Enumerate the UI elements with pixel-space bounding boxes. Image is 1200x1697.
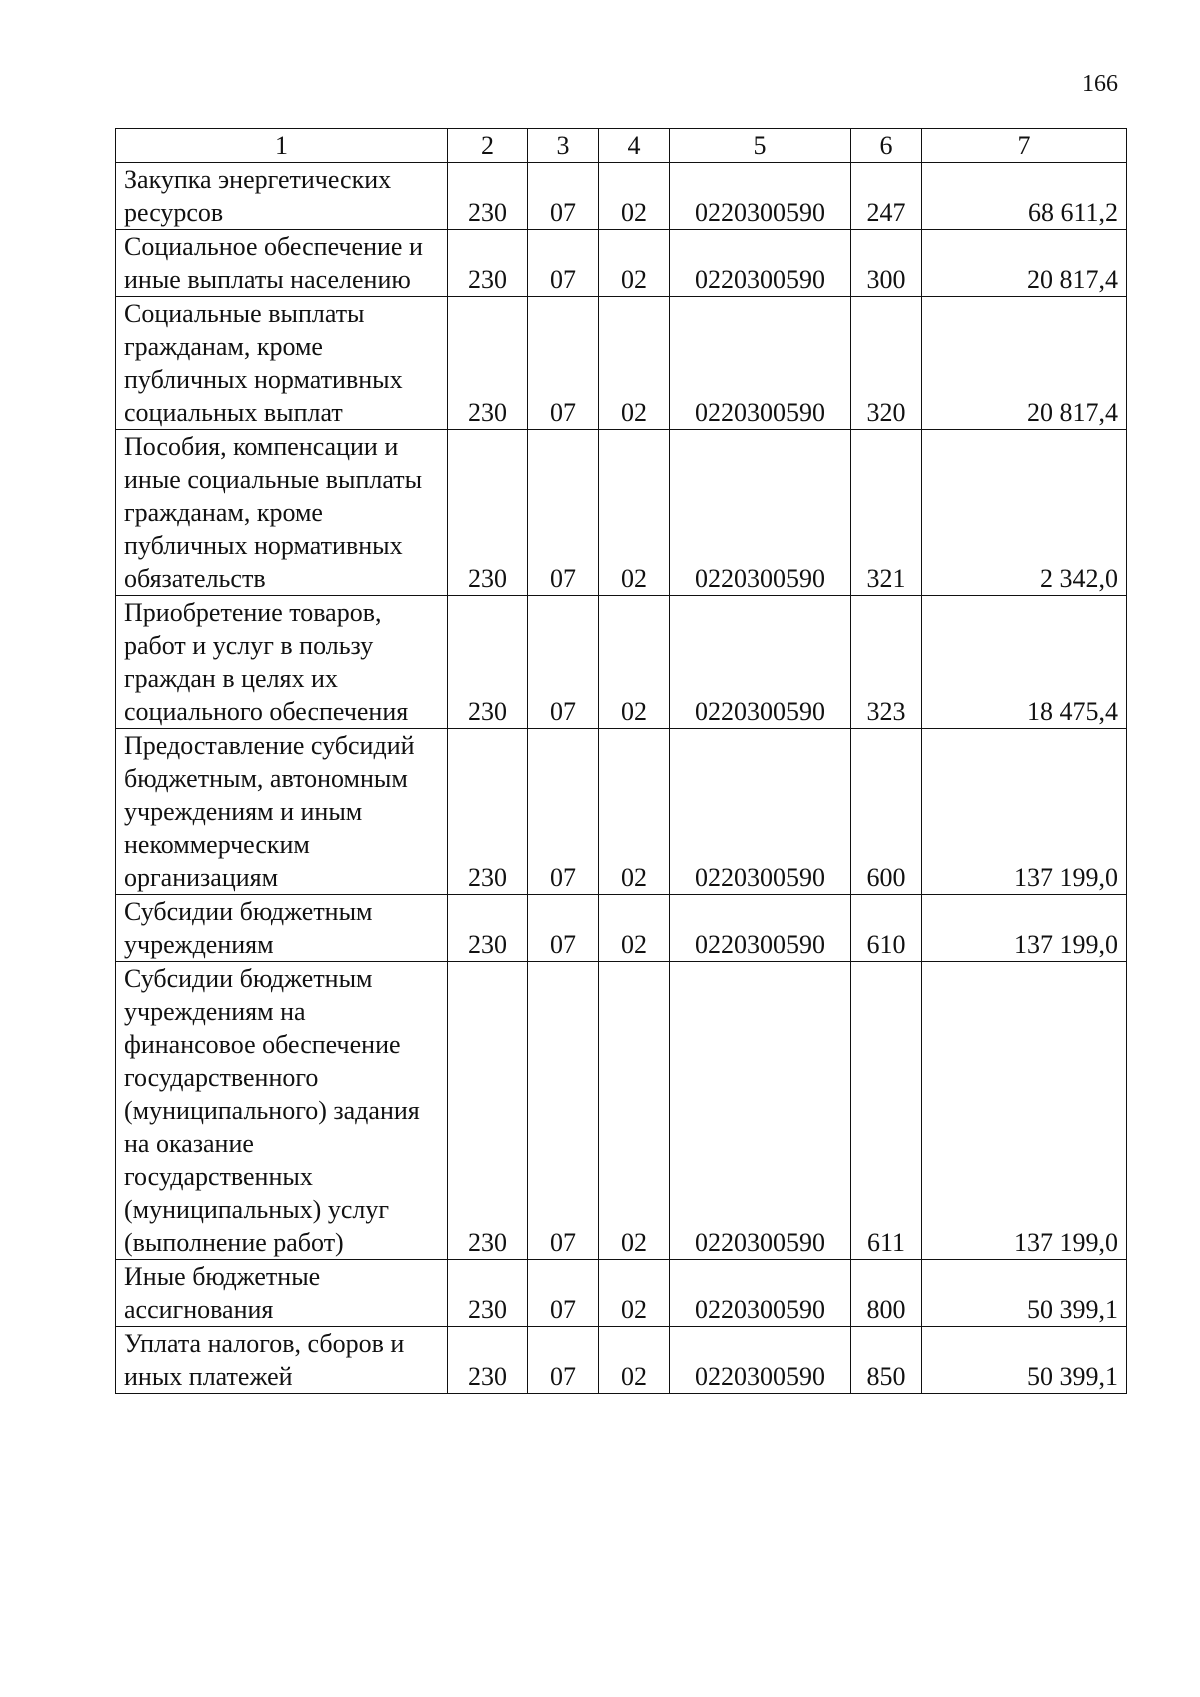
- cell-amount: 137 199,0: [922, 962, 1127, 1260]
- table-row: [116, 297, 1127, 430]
- column-header: 7: [922, 129, 1127, 163]
- table-row: [116, 895, 1127, 962]
- row-name: Приобретение товаров, работ и услуг в пользу граждан в целях их социального обеспечения: [116, 596, 448, 729]
- page-number: 166: [1082, 71, 1118, 97]
- cell-section: 07: [528, 430, 599, 596]
- cell-subsection: 02: [599, 962, 670, 1260]
- cell-code: 230: [448, 1327, 528, 1394]
- cell-subsection: 02: [599, 729, 670, 895]
- cell-target-article: 0220300590: [670, 962, 851, 1260]
- column-header: 3: [528, 129, 599, 163]
- cell-expense-type: 611: [851, 962, 922, 1260]
- table-header-row: [116, 129, 1127, 163]
- cell-expense-type: 247: [851, 163, 922, 230]
- cell-code: 230: [448, 895, 528, 962]
- cell-section: 07: [528, 895, 599, 962]
- cell-code: 230: [448, 729, 528, 895]
- row-name: Иные бюджетные ассигнования: [116, 1260, 448, 1327]
- cell-expense-type: 800: [851, 1260, 922, 1327]
- cell-target-article: 0220300590: [670, 895, 851, 962]
- cell-code: 230: [448, 163, 528, 230]
- row-name: Уплата налогов, сборов и иных платежей: [116, 1327, 448, 1394]
- cell-expense-type: 323: [851, 596, 922, 729]
- cell-code: 230: [448, 297, 528, 430]
- cell-amount: 20 817,4: [922, 230, 1127, 297]
- table-row: [116, 1327, 1127, 1394]
- cell-target-article: 0220300590: [670, 1327, 851, 1394]
- cell-code: 230: [448, 596, 528, 729]
- cell-expense-type: 850: [851, 1327, 922, 1394]
- cell-code: 230: [448, 230, 528, 297]
- cell-amount: 2 342,0: [922, 430, 1127, 596]
- cell-amount: 18 475,4: [922, 596, 1127, 729]
- table-row: [116, 596, 1127, 729]
- cell-subsection: 02: [599, 596, 670, 729]
- cell-target-article: 0220300590: [670, 596, 851, 729]
- table-row: [116, 1260, 1127, 1327]
- cell-section: 07: [528, 1327, 599, 1394]
- column-header: 2: [448, 129, 528, 163]
- row-name: Пособия, компенсации и иные социальные выплаты гражданам, кроме публичных нормативных обязательств: [116, 430, 448, 596]
- cell-amount: 50 399,1: [922, 1260, 1127, 1327]
- cell-subsection: 02: [599, 230, 670, 297]
- cell-subsection: 02: [599, 1327, 670, 1394]
- cell-target-article: 0220300590: [670, 1260, 851, 1327]
- cell-section: 07: [528, 163, 599, 230]
- cell-section: 07: [528, 729, 599, 895]
- cell-section: 07: [528, 596, 599, 729]
- row-name: Субсидии бюджетным учреждениям на финансовое обеспечение государственного (муниципального) задания на оказание государственных (муниципальных) услуг (выполнение работ): [116, 962, 448, 1260]
- cell-code: 230: [448, 1260, 528, 1327]
- cell-amount: 137 199,0: [922, 729, 1127, 895]
- cell-section: 07: [528, 297, 599, 430]
- cell-subsection: 02: [599, 297, 670, 430]
- row-name: Предоставление субсидий бюджетным, автономным учреждениям и иным некоммерческим организациям: [116, 729, 448, 895]
- cell-expense-type: 610: [851, 895, 922, 962]
- cell-expense-type: 321: [851, 430, 922, 596]
- cell-expense-type: 320: [851, 297, 922, 430]
- column-header: 5: [670, 129, 851, 163]
- column-header: 4: [599, 129, 670, 163]
- cell-target-article: 0220300590: [670, 729, 851, 895]
- row-name: Субсидии бюджетным учреждениям: [116, 895, 448, 962]
- cell-subsection: 02: [599, 430, 670, 596]
- cell-subsection: 02: [599, 895, 670, 962]
- cell-expense-type: 300: [851, 230, 922, 297]
- cell-amount: 50 399,1: [922, 1327, 1127, 1394]
- row-name: Закупка энергетических ресурсов: [116, 163, 448, 230]
- table-row: [116, 430, 1127, 596]
- cell-subsection: 02: [599, 163, 670, 230]
- cell-section: 07: [528, 230, 599, 297]
- cell-target-article: 0220300590: [670, 230, 851, 297]
- cell-target-article: 0220300590: [670, 297, 851, 430]
- cell-amount: 20 817,4: [922, 297, 1127, 430]
- row-name: Социальное обеспечение и иные выплаты населению: [116, 230, 448, 297]
- cell-amount: 137 199,0: [922, 895, 1127, 962]
- budget-table: [115, 128, 1127, 1394]
- table-row: [116, 230, 1127, 297]
- cell-target-article: 0220300590: [670, 430, 851, 596]
- cell-code: 230: [448, 962, 528, 1260]
- cell-code: 230: [448, 430, 528, 596]
- cell-section: 07: [528, 1260, 599, 1327]
- cell-target-article: 0220300590: [670, 163, 851, 230]
- column-header: 1: [116, 129, 448, 163]
- table-row: [116, 163, 1127, 230]
- cell-subsection: 02: [599, 1260, 670, 1327]
- cell-amount: 68 611,2: [922, 163, 1127, 230]
- cell-section: 07: [528, 962, 599, 1260]
- row-name: Социальные выплаты гражданам, кроме публичных нормативных социальных выплат: [116, 297, 448, 430]
- table-row: [116, 729, 1127, 895]
- table-row: [116, 962, 1127, 1260]
- column-header: 6: [851, 129, 922, 163]
- cell-expense-type: 600: [851, 729, 922, 895]
